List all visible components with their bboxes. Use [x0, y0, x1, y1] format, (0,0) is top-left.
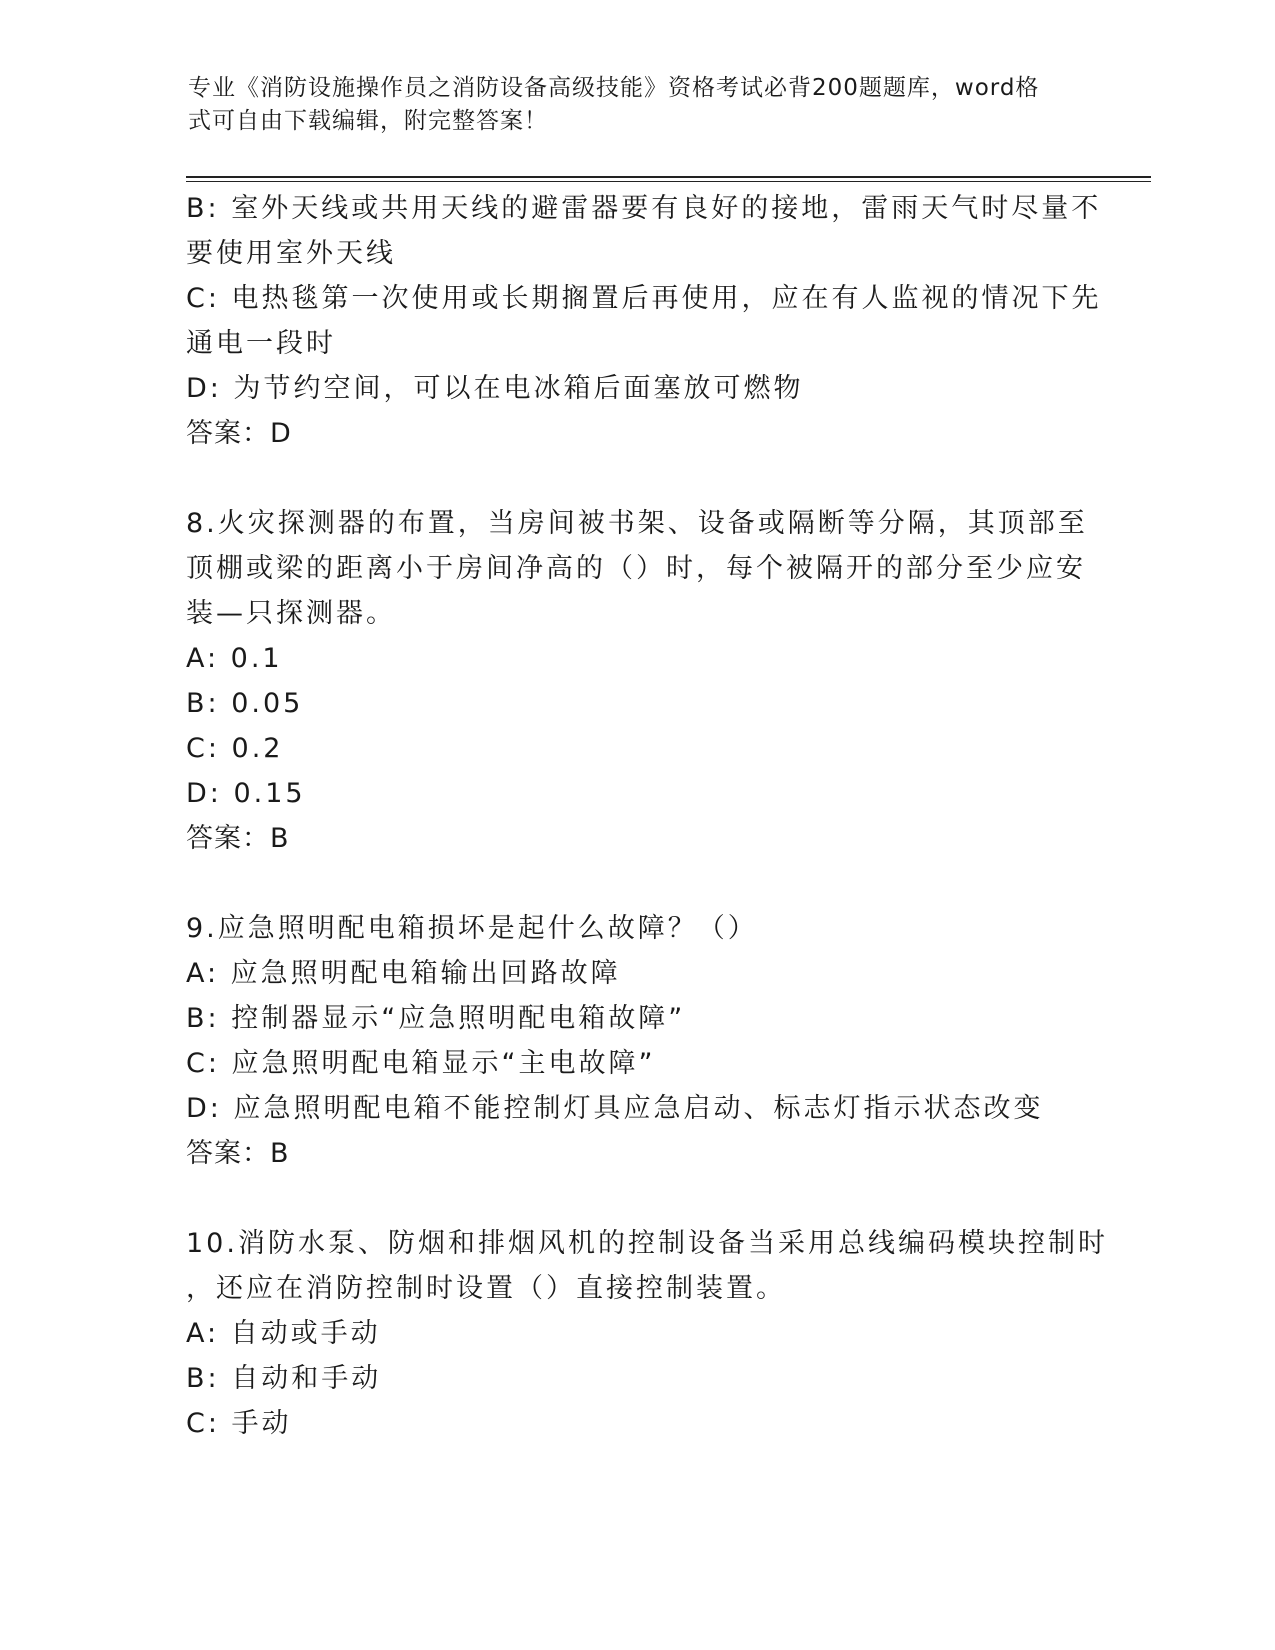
question-stem-line: 装—只探测器。 [186, 598, 396, 629]
question-block-7 [186, 186, 1102, 456]
option-c: C: 手动 [186, 1408, 292, 1439]
option-a: A: 应急照明配电箱输出回路故障 [186, 958, 621, 989]
header-line-2: 式可自由下载编辑，附完整答案！ [188, 108, 548, 134]
question-stem-line: 10.消防水泵、防烟和排烟风机的控制设备当采用总线编码模块控制时 [186, 1228, 1108, 1259]
header-divider-thin [186, 181, 1151, 182]
answer-label: 答案：B [186, 1138, 290, 1169]
header-divider-thick [186, 176, 1151, 178]
option-c-line-1: C: 电热毯第一次使用或长期搁置后再使用，应在有人监视的情况下先 [186, 283, 1102, 314]
option-a: A: 0.1 [186, 643, 283, 674]
question-stem-line: ，还应在消防控制时设置（）直接控制装置。 [186, 1273, 786, 1304]
question-stem-line: 顶棚或梁的距离小于房间净高的（）时，每个被隔开的部分至少应安 [186, 553, 1086, 584]
option-a: A: 自动或手动 [186, 1318, 381, 1349]
option-b: B: 控制器显示“应急照明配电箱故障” [186, 1003, 686, 1034]
answer-label: 答案：D [186, 418, 292, 449]
page-header [188, 72, 1068, 138]
question-stem-line: 9.应急照明配电箱损坏是起什么故障？（） [186, 913, 758, 944]
option-d: D: 应急照明配电箱不能控制灯具应急启动、标志灯指示状态改变 [186, 1093, 1044, 1124]
answer-label: 答案：B [186, 823, 290, 854]
question-block-8 [186, 501, 1086, 861]
header-line-1: 专业《消防设施操作员之消防设备高级技能》资格考试必背200题题库，word格 [188, 75, 1040, 101]
option-c: C: 0.2 [186, 733, 284, 764]
option-c: C: 应急照明配电箱显示“主电故障” [186, 1048, 656, 1079]
question-stem-line: 8.火灾探测器的布置，当房间被书架、设备或隔断等分隔，其顶部至 [186, 508, 1088, 539]
question-block-9 [186, 906, 1086, 1176]
option-d: D: 为节约空间，可以在电冰箱后面塞放可燃物 [186, 373, 804, 404]
option-b: B: 0.05 [186, 688, 304, 719]
question-block-10 [186, 1221, 1108, 1446]
option-b-line-1: B: 室外天线或共用天线的避雷器要有良好的接地，雷雨天气时尽量不 [186, 193, 1102, 224]
option-b: B: 自动和手动 [186, 1363, 382, 1394]
option-c-line-2: 通电一段时 [186, 328, 336, 359]
option-d: D: 0.15 [186, 778, 306, 809]
option-b-line-2: 要使用室外天线 [186, 238, 396, 269]
question-content [186, 186, 1108, 1446]
